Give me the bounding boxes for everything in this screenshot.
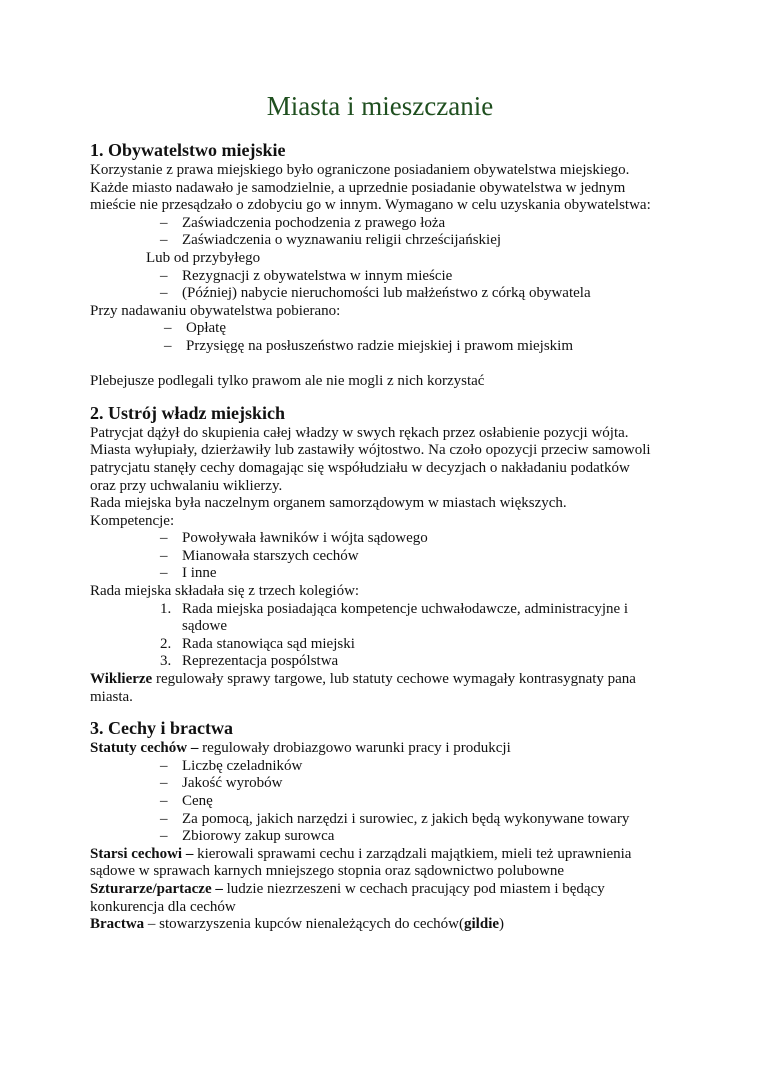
list-item-text: I inne: [182, 565, 217, 582]
closing-paren: ): [499, 916, 505, 933]
paragraph-line: Przy nadawaniu obywatelstwa pobierano:: [90, 302, 341, 319]
term-definition: regulowały sprawy targowe, lub statuty cechowe wymagały kontrasygnaty pana: [152, 671, 636, 688]
paragraph-line: [90, 740, 680, 758]
term-bold: Szturarze/partacze –: [90, 880, 223, 897]
section-heading-cechy: 3. Cechy i bractwa: [90, 718, 233, 739]
dash-bullet: –: [160, 775, 168, 792]
paragraph-line: Każde miasto nadawało je samodzielnie, a uprzednie posiadanie obywatelstwa w jednym: [90, 179, 626, 196]
list-item: [90, 320, 680, 338]
paragraph-line: [90, 846, 680, 864]
list-item-text: Mianowała starszych cechów: [182, 547, 359, 564]
page-title: Miasta i mieszczanie: [266, 91, 494, 121]
dash-bullet: –: [160, 547, 168, 564]
paragraph-line: Rada miejska składała się z trzech kolegiów:: [90, 583, 360, 600]
dash-bullet: –: [164, 320, 172, 337]
list-item-text: Liczbę czeladników: [182, 757, 303, 774]
list-item-text: Rezygnacji z obywatelstwa w innym mieście: [182, 267, 453, 284]
list-item: [90, 758, 680, 776]
list-item-text: Jakość wyrobów: [182, 775, 283, 792]
dash-bullet: –: [160, 285, 168, 302]
list-item-text: Za pomocą, jakich narzędzi i surowiec, z jakich będą wykonywane towary: [182, 810, 630, 827]
paragraph-line: mieście nie przesądzało o zdobyciu go w innym. Wymagano w celu uzyskania obywatelstwa:: [90, 197, 651, 214]
section-gap: [90, 391, 680, 401]
list-item: [90, 338, 680, 356]
paragraph-line: [90, 671, 680, 689]
list-item-text: Zaświadczenia o wyznawaniu religii chrześcijańskiej: [182, 232, 502, 249]
list-item: [90, 828, 680, 846]
paragraph-line: [90, 881, 680, 899]
term-bold: Wiklierze: [90, 671, 153, 688]
item-number: 2.: [160, 635, 172, 652]
paragraph-line: [90, 916, 680, 934]
term-definition: ludzie niezrzeszeni w cechach pracujący pod miastem i będący: [222, 880, 605, 897]
numbered-item: [90, 636, 680, 654]
paragraph-line: konkurencja dla cechów: [90, 898, 236, 915]
dash-bullet: –: [160, 757, 168, 774]
dash-bullet: –: [164, 337, 172, 354]
list-item-text: Przysięgę na posłuszeństwo radzie miejskiej i prawom miejskim: [186, 337, 573, 354]
list-item: [90, 232, 680, 250]
paragraph-line: Miasta wyłupiały, dzierżawiły lub zastawiły wójtostwo. Na czoło opozycji przeciw samowoli: [90, 442, 651, 459]
item-number: 1.: [160, 600, 172, 617]
list-item-text: Reprezentacja pospólstwa: [182, 653, 339, 670]
list-item: [90, 793, 680, 811]
list-item: [90, 215, 680, 233]
list-item: [90, 565, 680, 583]
dash-bullet: –: [160, 793, 168, 809]
dash-bullet: –: [160, 267, 168, 284]
paragraph-line: patrycjatu stanęły cechy domagając się współudziału w decyzjach o nakładaniu podatków: [90, 459, 630, 476]
term-definition: kierowali sprawami cechu i zarządzali majątkiem, mieli też uprawnienia: [193, 845, 632, 862]
term-bold: Statuty cechów –: [90, 740, 199, 757]
dash-bullet: –: [160, 565, 168, 582]
term-definition: – stowarzyszenia kupców nienależących do cechów(: [144, 916, 465, 933]
list-item-text: Rada miejska posiadająca kompetencje uchwałodawcze, administracyjne i: [182, 600, 629, 617]
dash-bullet: –: [160, 232, 168, 249]
list-item-text: Zbiorowy zakup surowca: [182, 828, 335, 845]
blank-line: [90, 356, 680, 374]
list-item: [90, 775, 680, 793]
numbered-item: [90, 653, 680, 671]
term-bold: gildie: [464, 916, 500, 933]
list-item-text: (Później) nabycie nieruchomości lub małżeństwo z córką obywatela: [182, 285, 591, 302]
list-subheading: Lub od przybyłego: [146, 249, 261, 266]
paragraph-line: Korzystanie z prawa miejskiego było ograniczone posiadaniem obywatelstwa miejskiego.: [90, 162, 630, 178]
list-item: [90, 530, 680, 548]
dash-bullet: –: [160, 214, 168, 231]
term-definition: regulowały drobiazgowo warunki pracy i produkcji: [198, 740, 511, 757]
dash-bullet: –: [160, 828, 168, 845]
paragraph-line: sądowe w sprawach karnych mniejszego stopnia oraz sądownictwo polubowne: [90, 863, 565, 880]
section-gap: [90, 706, 680, 716]
section-heading-obywatelstwo: 1. Obywatelstwo miejskie: [90, 140, 286, 160]
list-item-text: Cenę: [182, 793, 213, 809]
paragraph-line: Rada miejska była naczelnym organem samorządowym w miastach większych.: [90, 495, 567, 512]
dash-bullet: –: [160, 810, 168, 827]
list-item: [90, 811, 680, 829]
document-body: [90, 138, 680, 934]
term-bold: Starsi cechowi –: [90, 845, 194, 862]
dash-bullet: –: [160, 530, 168, 547]
list-item: [90, 285, 680, 303]
paragraph-line: oraz przy uchwalaniu wiklierzy.: [90, 477, 283, 494]
list-item: [90, 268, 680, 286]
list-item-text: Rada stanowiąca sąd miejski: [182, 635, 355, 652]
list-item: [90, 548, 680, 566]
item-number: 3.: [160, 653, 172, 670]
paragraph-line: miasta.: [90, 688, 133, 705]
list-item-text: Zaświadczenia pochodzenia z prawego łoża: [182, 214, 446, 231]
numbered-item: [90, 601, 680, 636]
list-item-text: sądowe: [182, 618, 227, 635]
paragraph-line: Kompetencje:: [90, 512, 175, 529]
paragraph-line: Patrycjat dążył do skupienia całej władzy w swych rękach przez osłabienie pozycji wójta.: [90, 424, 629, 441]
paragraph-line: Plebejusze podlegali tylko prawom ale nie mogli z nich korzystać: [90, 373, 485, 390]
section-heading-ustroj: 2. Ustrój władz miejskich: [90, 402, 285, 423]
list-item-text: Opłatę: [186, 320, 226, 337]
list-item-text: Powoływała ławników i wójta sądowego: [182, 530, 428, 547]
term-bold: Bractwa: [90, 916, 145, 933]
